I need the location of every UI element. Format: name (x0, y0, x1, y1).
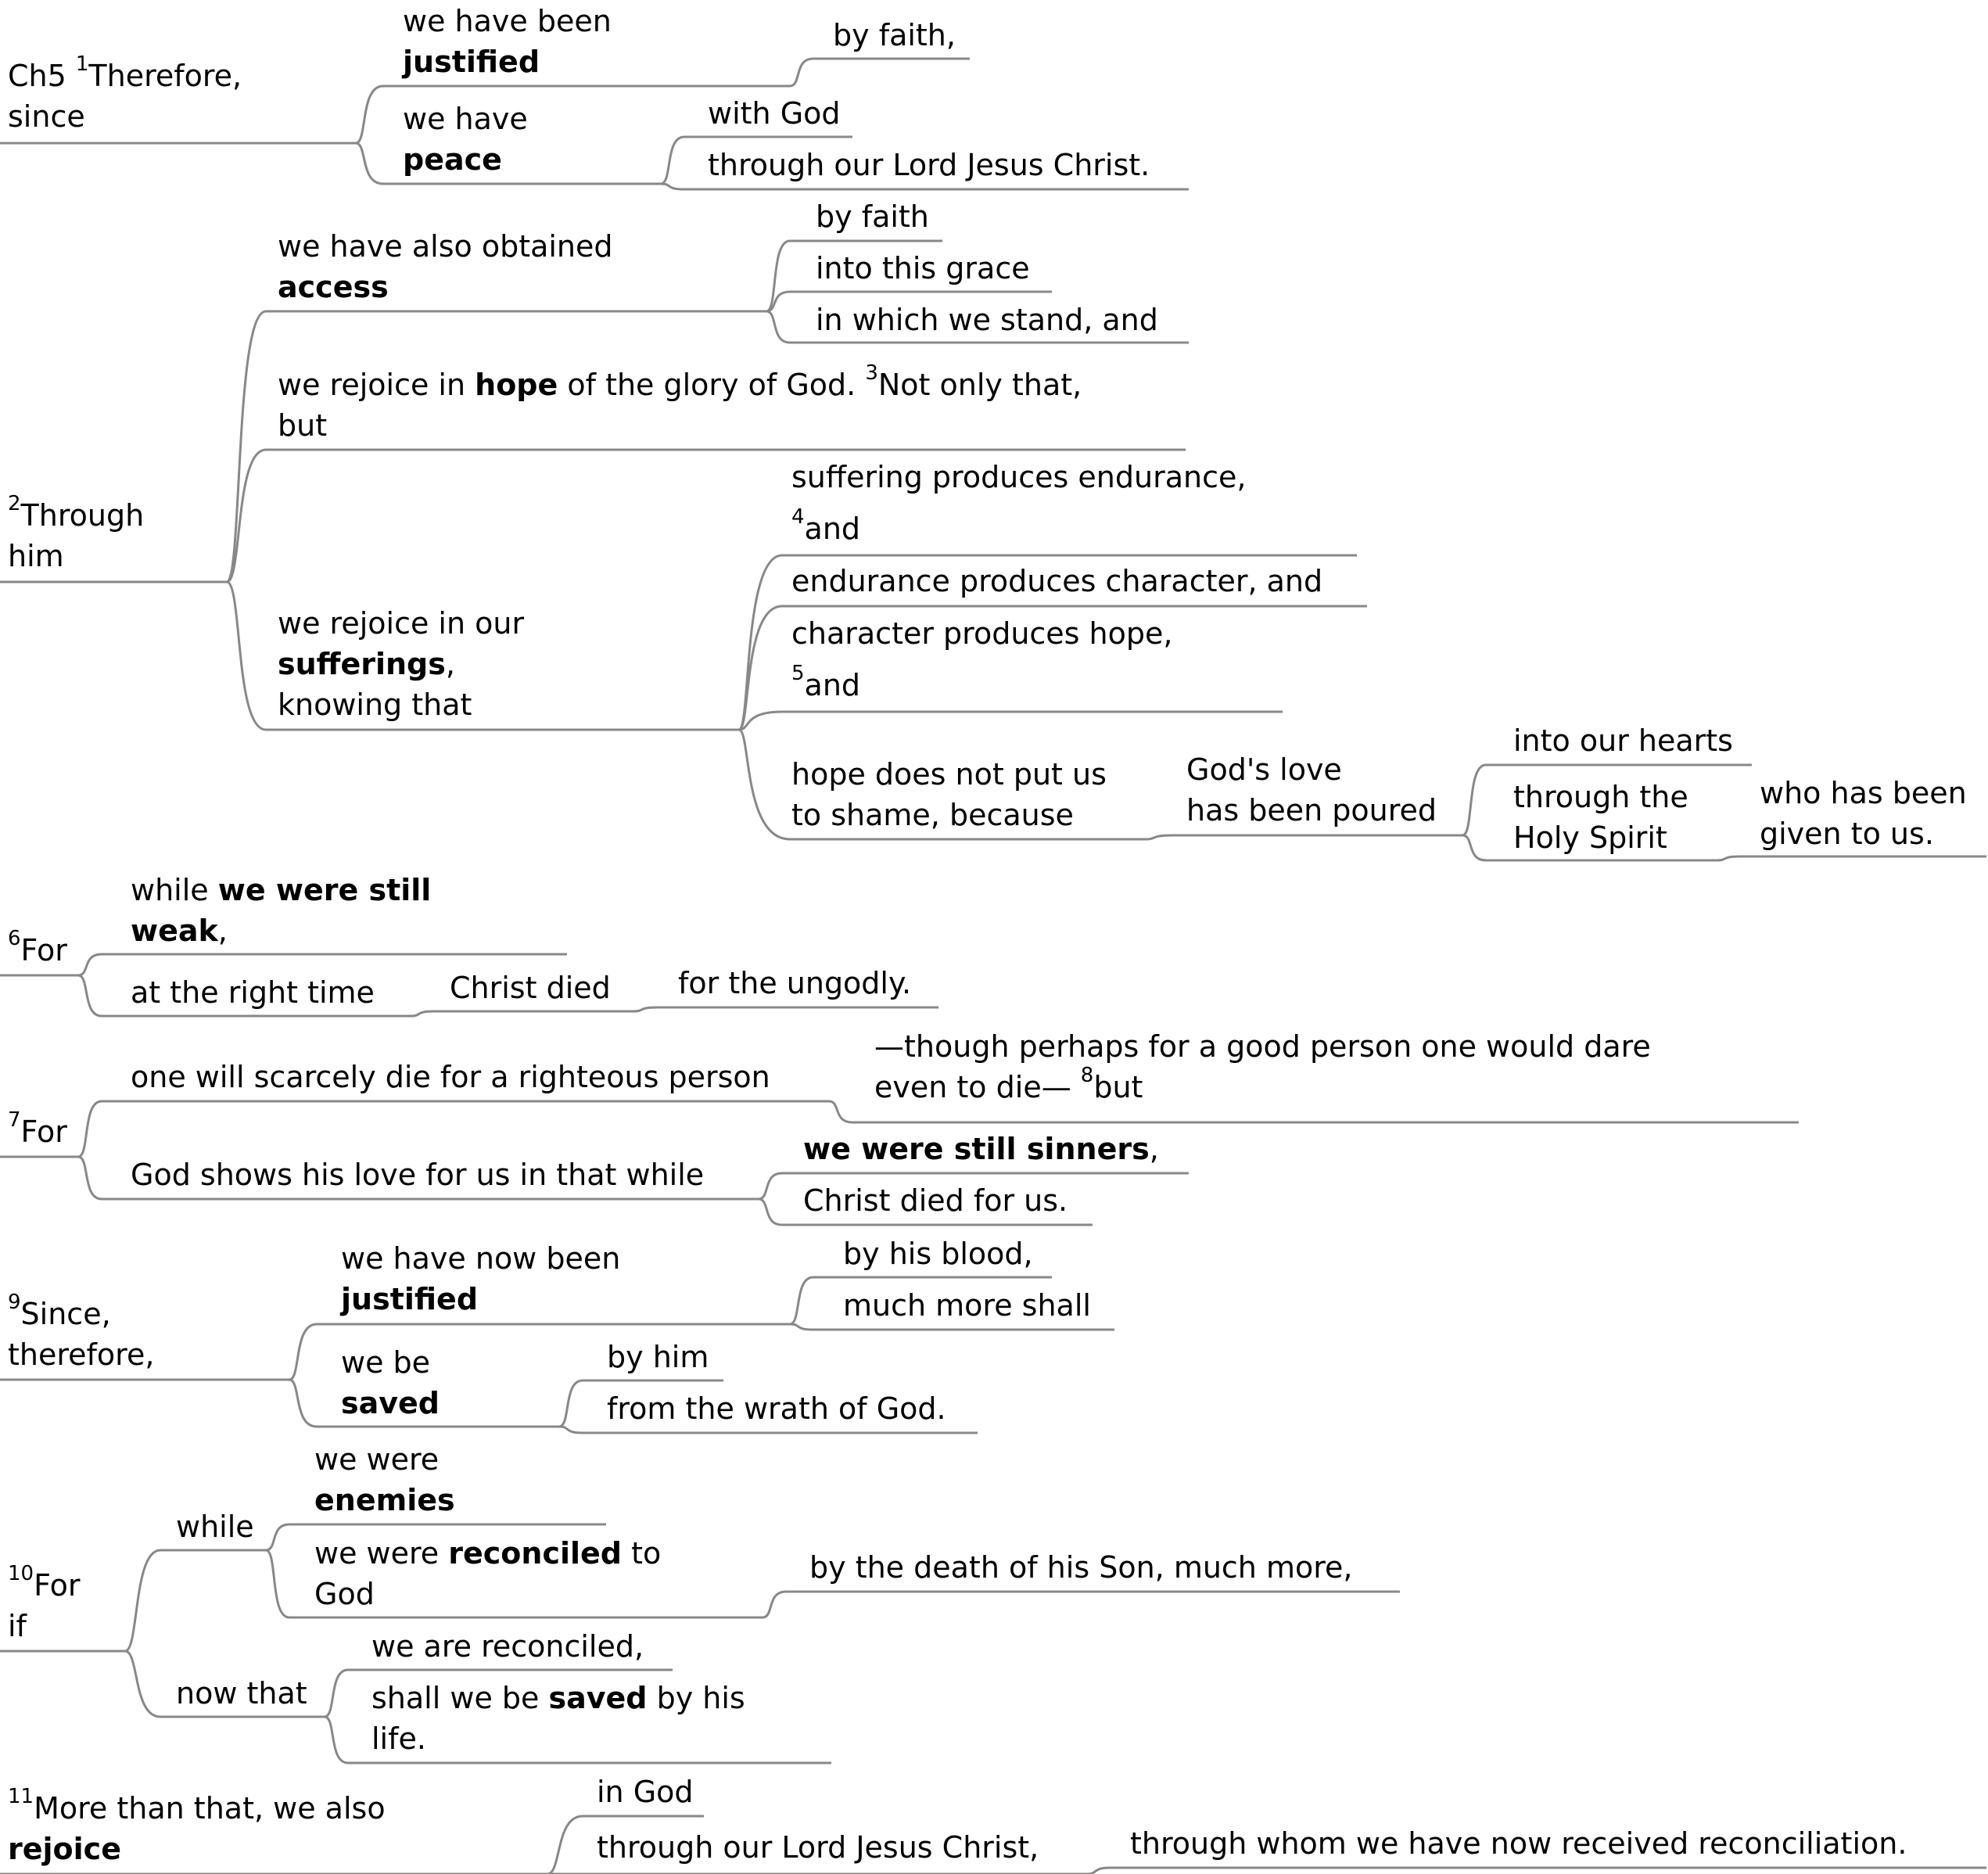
leaf-from-wrath: from the wrath of God. (607, 1391, 946, 1426)
leaf-by-faith: by faith, (833, 18, 956, 52)
leaf-through-lord: through our Lord Jesus Christ, (597, 1830, 1039, 1865)
node-peace: we have peace (403, 102, 528, 177)
leaf-are-reconciled: we are reconciled, (371, 1629, 644, 1664)
leaf-still-sinners: we were still sinners, (803, 1132, 1159, 1166)
branch-curve (356, 86, 383, 184)
leaf-given-to-us: who has been given to us. (1760, 776, 1967, 851)
node-saved: we be saved (341, 1345, 440, 1420)
root-text: $^{11}$More than that, we also rejoice (8, 1785, 386, 1866)
node-now-justified: we have now been justified (341, 1241, 621, 1316)
branch-curve (763, 1592, 1400, 1617)
node-still-weak: while we were still weak, (131, 873, 432, 948)
node-scarcely-die: one will scarcely die for a righteous person (131, 1060, 770, 1094)
section-v6 (0, 873, 938, 1016)
root-text: $^9$Since, therefore, (8, 1291, 155, 1372)
branch-curve (1717, 856, 1986, 860)
node-access: we have also obtained access (278, 229, 613, 304)
branch-curve (1146, 835, 1462, 839)
section-v1 (0, 4, 1189, 189)
leaf-by-faith: by faith (816, 199, 929, 234)
root-text: Ch5 $^1$Therefore, since (8, 52, 242, 134)
section-v10 (0, 1442, 1400, 1763)
leaf-in-god: in God (597, 1775, 694, 1809)
node-god-shows: God shows his love for us in that while (131, 1158, 705, 1192)
branch-curve (1087, 1868, 1986, 1874)
leaf-shall-be-saved: shall we be saved by his life. (371, 1681, 745, 1756)
leaf-enemies: we were enemies (314, 1442, 455, 1517)
root-text: $^7$For (8, 1108, 67, 1149)
leaf-though-perhaps: —though perhaps for a good person one would dare even to die— $^8$but (874, 1029, 1651, 1104)
leaf-by-death: by the death of his Son, much more, (809, 1550, 1353, 1585)
leaf-much-more: much more shall (843, 1288, 1091, 1323)
node-now-that: now that (176, 1676, 307, 1711)
section-v11 (0, 1775, 1986, 1874)
leaf-by-blood: by his blood, (843, 1237, 1033, 1271)
node-hope: we rejoice in hope of the glory of God. $^3$Not only that, but (278, 361, 1082, 443)
section-v2 (0, 199, 1986, 860)
branch-curve (829, 1101, 1799, 1122)
root-text: $^2$Through him (8, 492, 145, 573)
leaf-reconciliation: through whom we have now received reconciliation. (1130, 1826, 1907, 1861)
root-text: $^6$For (8, 927, 67, 968)
section-v9 (0, 1237, 1114, 1433)
node-right-time: at the right time (131, 975, 375, 1010)
leaf-christ-died-for-us: Christ died for us. (803, 1183, 1068, 1218)
leaf-christ-died: Christ died (450, 971, 611, 1005)
leaf-gods-love: God's love has been poured (1186, 752, 1437, 828)
branch-curve (411, 1011, 633, 1016)
branch-curve (633, 1007, 938, 1011)
leaf-hope-not-shame: hope does not put us to shame, because (791, 757, 1107, 832)
leaf-through-spirit: through the Holy Spirit (1513, 780, 1688, 855)
leaf-with-god: with God (708, 96, 841, 131)
leaf-for-ungodly: for the ungodly. (678, 966, 912, 1000)
leaf-endurance-produces: endurance produces character, and (791, 564, 1323, 598)
leaf-by-him: by him (607, 1340, 709, 1374)
node-sufferings: we rejoice in our sufferings, knowing that (278, 606, 525, 722)
branch-curve (790, 59, 970, 86)
leaf-into-grace: into this grace (816, 251, 1030, 285)
leaf-into-hearts: into our hearts (1513, 723, 1733, 758)
leaf-suffering-produces: suffering produces endurance, 4and (791, 460, 1247, 546)
node-while: while (176, 1510, 254, 1544)
leaf-in-which: in which we stand, and (816, 303, 1158, 337)
root-text: $^{10}$For if (8, 1562, 81, 1643)
section-v7 (0, 1029, 1799, 1225)
branch-curve (227, 311, 266, 730)
node-justified: we have been justified (403, 4, 612, 79)
leaf-through-lord: through our Lord Jesus Christ. (708, 148, 1150, 182)
leaf-reconciled: we were reconciled to God (314, 1536, 662, 1611)
leaf-character-produces: character produces hope, 5and (791, 616, 1173, 702)
